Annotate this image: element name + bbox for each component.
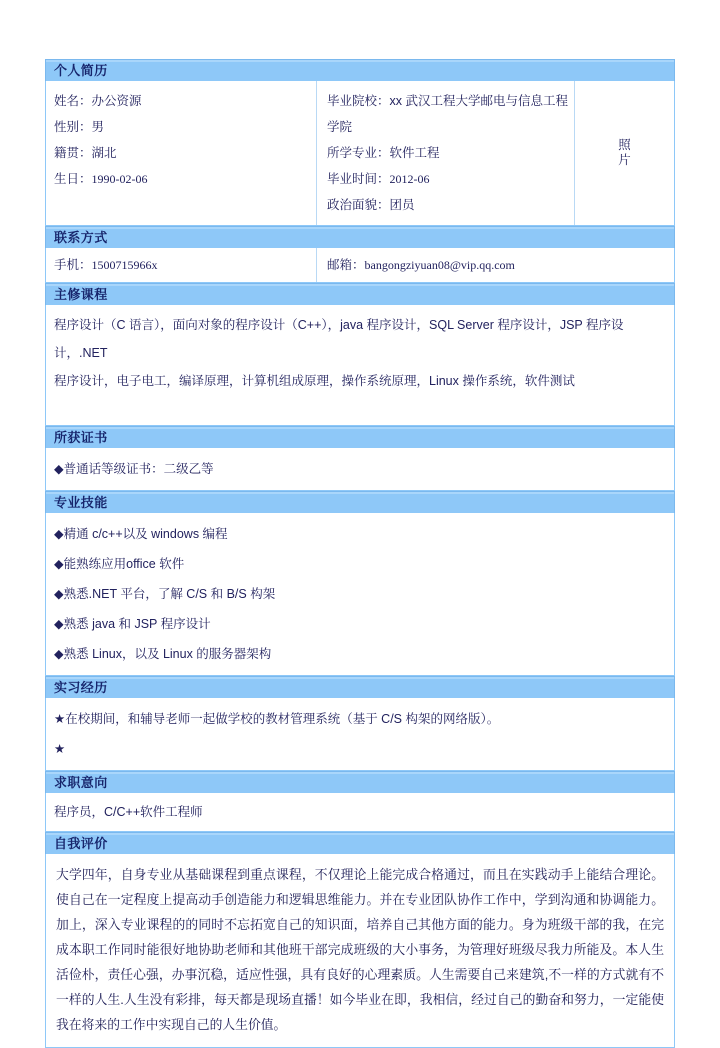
personal-info-grid bbox=[46, 81, 674, 225]
skill-item: ◆熟悉 java 和 JSP 程序设计 bbox=[54, 617, 211, 631]
section-header-objective bbox=[45, 771, 675, 793]
field-gender-value: 男 bbox=[91, 120, 105, 134]
section-body-courses bbox=[45, 305, 675, 426]
section-header-internship bbox=[45, 676, 675, 698]
section-body-personal bbox=[45, 81, 675, 226]
resume-table bbox=[45, 59, 675, 1048]
photo-placeholder-label: 照片 bbox=[618, 138, 631, 167]
field-graduation-date-row bbox=[327, 166, 574, 192]
section-body-objective bbox=[45, 793, 675, 832]
field-email-label: 邮箱： bbox=[327, 258, 365, 272]
field-hometown-row bbox=[54, 140, 316, 166]
field-major-row bbox=[327, 140, 574, 166]
courses-line-2: 程序设计，电子电工，编译原理，计算机组成原理，操作系统原理，Linux 操作系统，软件测试 bbox=[54, 374, 575, 388]
field-birthday-row bbox=[54, 166, 316, 192]
field-phone-row bbox=[46, 248, 316, 282]
field-birthday-value: 1990-02-06 bbox=[91, 172, 148, 186]
section-title-internship: 实习经历 bbox=[54, 680, 108, 695]
field-graduation-date-label: 毕业时间： bbox=[327, 172, 390, 186]
field-major-value: 软件工程 bbox=[389, 146, 440, 160]
section-title-courses: 主修课程 bbox=[54, 287, 108, 302]
field-phone-label: 手机： bbox=[54, 258, 92, 272]
field-school-label: 毕业院校： bbox=[327, 94, 390, 108]
field-political-status-label: 政治面貌： bbox=[327, 198, 390, 212]
field-birthday-label: 生日： bbox=[54, 172, 92, 186]
section-header-certificates bbox=[45, 426, 675, 448]
field-email-row bbox=[316, 248, 674, 282]
section-title-contact: 联系方式 bbox=[54, 230, 108, 245]
personal-left-column bbox=[46, 81, 316, 225]
skill-item: ◆熟悉 Linux，以及 Linux 的服务器架构 bbox=[54, 647, 272, 661]
skill-item: ◆精通 c/c++以及 windows 编程 bbox=[54, 527, 228, 541]
section-header-personal bbox=[45, 59, 675, 81]
contact-grid bbox=[46, 248, 674, 282]
field-gender-row bbox=[54, 114, 316, 140]
field-email-value: bangongziyuan08@vip.qq.com bbox=[364, 258, 515, 272]
internship-item: ★在校期间，和辅导老师一起做学校的教材管理系统（基于 C/S 构架的网络版）。 bbox=[54, 712, 500, 726]
personal-middle-column bbox=[316, 81, 574, 225]
internship-item: ★ bbox=[54, 742, 66, 756]
objective-value: 程序员，C/C++软件工程师 bbox=[54, 805, 203, 819]
section-header-contact bbox=[45, 226, 675, 248]
field-gender-label: 性别： bbox=[54, 120, 92, 134]
section-header-skills bbox=[45, 491, 675, 513]
field-hometown-value: 湖北 bbox=[91, 146, 117, 160]
field-political-status-row bbox=[327, 192, 574, 218]
field-political-status-value: 团员 bbox=[389, 198, 415, 212]
section-body-skills bbox=[45, 513, 675, 676]
field-name-label: 姓名： bbox=[54, 94, 92, 108]
field-major-label: 所学专业： bbox=[327, 146, 390, 160]
section-body-certificates bbox=[45, 448, 675, 491]
field-name-row bbox=[54, 88, 316, 114]
field-hometown-label: 籍贯： bbox=[54, 146, 92, 160]
field-name-value: 办公资源 bbox=[91, 94, 142, 108]
section-body-internship bbox=[45, 698, 675, 771]
section-title-objective: 求职意向 bbox=[54, 775, 108, 790]
certificate-item: ◆普通话等级证书：二级乙等 bbox=[54, 462, 214, 476]
section-body-contact bbox=[45, 248, 675, 283]
field-phone-value: 1500715966x bbox=[91, 258, 158, 272]
section-title-skills: 专业技能 bbox=[54, 495, 108, 510]
section-title-certificates: 所获证书 bbox=[54, 430, 108, 445]
photo-cell bbox=[574, 81, 674, 225]
field-school-value: xx 武汉工程大学邮电与信息工程学院 bbox=[327, 94, 568, 134]
skill-item: ◆能熟练应用office 软件 bbox=[54, 557, 185, 571]
section-body-self-evaluation bbox=[45, 854, 675, 1048]
field-graduation-date-value: 2012-06 bbox=[389, 172, 430, 186]
field-school-row bbox=[327, 88, 574, 140]
section-title-self-evaluation: 自我评价 bbox=[54, 836, 108, 851]
section-title-personal: 个人简历 bbox=[54, 63, 108, 78]
self-evaluation-text: 大学四年，自身专业从基础课程到重点课程，不仅理论上能完成合格通过，而且在实践动手上能结合理论。使自己在一定程度上提高动手创造能力和逻辑思维能力。并在专业团队协作工作中，学到沟通和协调能力。加上，深入专业课程的的同时不忘拓宽自己的知识面，培养自己其他方面的能力。身为班级干部的我，在完成本职工作同时能很好地协助老师和其他班干部完成班级的大小事务，为管理好班级尽我力所能及。本人生活俭朴，责任心强，办事沉稳，适应性强，具有良好的心理素质。人生需要自己来建筑,不一样的方式就有不一样的人生.人生没有彩排，每天都是现场直播！如今毕业在即，我相信，经过自己的勤奋和努力，一定能使我在将来的工作中实现自己的人生价值。 bbox=[56, 867, 664, 1032]
skill-item: ◆熟悉.NET 平台，了解 C/S 和 B/S 构架 bbox=[54, 587, 276, 601]
section-header-courses bbox=[45, 283, 675, 305]
courses-line-1: 程序设计（C 语言），面向对象的程序设计（C++），java 程序设计，SQL Server 程序设计，JSP 程序设计，.NET bbox=[54, 318, 624, 360]
section-header-self-evaluation bbox=[45, 832, 675, 854]
